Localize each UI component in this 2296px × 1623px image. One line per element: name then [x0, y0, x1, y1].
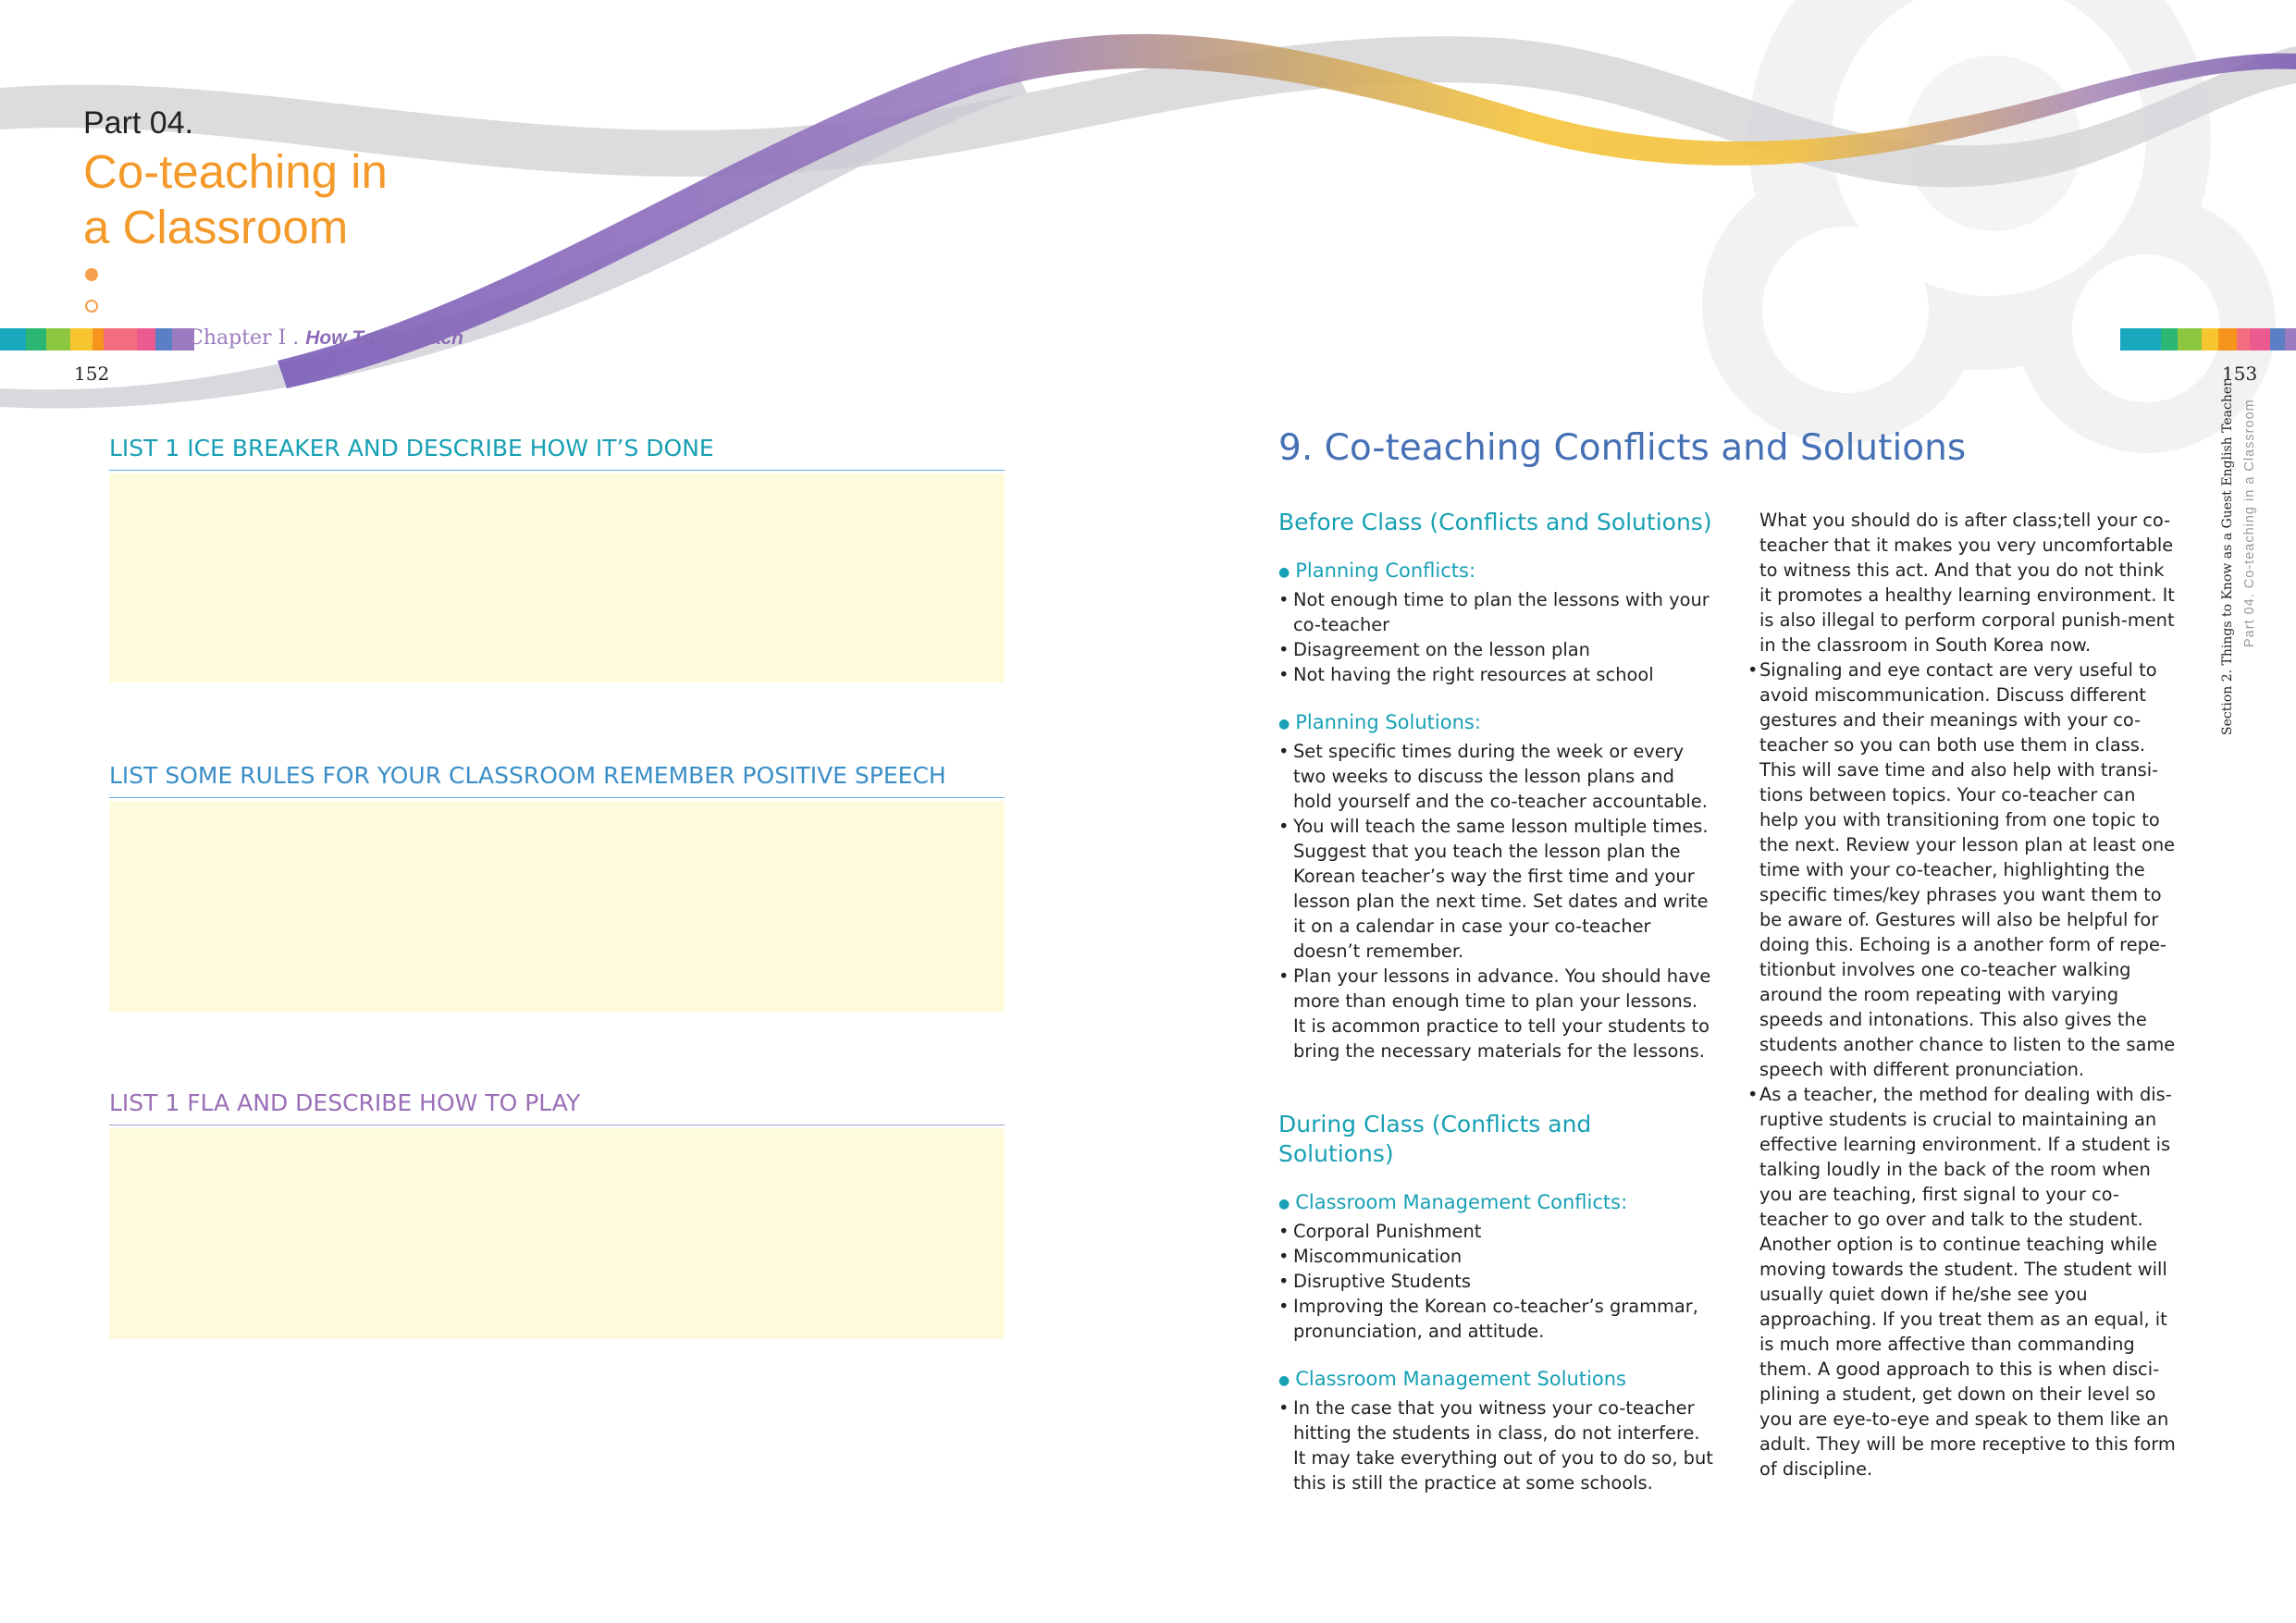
list-item: • Set specific times during the week or every two weeks to discuss the lesson plans and hold yourself and the co-teacher accountable.: [1278, 739, 1713, 814]
management-solutions-label: ● Classroom Management Solutions: [1278, 1366, 1713, 1396]
planning-conflicts-label: ● Planning Conflicts:: [1278, 558, 1713, 587]
list-item: • Disruptive Students: [1278, 1269, 1713, 1294]
left-color-bar: [0, 328, 194, 350]
before-class-heading: Before Class (Conflicts and Solutions): [1278, 509, 1712, 535]
continuation-paragraph: What you should do is after class;tell your co-teacher that it makes you very uncomfortable to witness this act. And that you do not think it promotes a healthy learning environment. It is also illegal to perform corporal punish-ment in the classroom in South Korea now.: [1759, 510, 2175, 656]
side-section-label: Section 2. Things to Know as a Guest English Teacher: [2220, 380, 2235, 735]
list-item: • Not enough time to plan the lessons with your co-teacher: [1278, 587, 1713, 637]
list-item: • You will teach the same lesson multiple times. Suggest that you teach the lesson plan the Korean teacher’s way the first time and your lesson plan the next time. Set dates and write it on a calendar in case your co-teacher doesn’t remember.: [1278, 814, 1713, 964]
list-item: • Improving the Korean co-teacher’s grammar, pronunciation, and attitude.: [1278, 1294, 1713, 1344]
worksheet-heading-1: LIST 1 ICE BREAKER AND DESCRIBE HOW IT’S DONE: [109, 435, 1005, 471]
chapter-prefix: Chapter I .: [188, 326, 300, 350]
list-item: • Corporal Punishment: [1278, 1219, 1713, 1244]
worksheet-answer-box-3[interactable]: [109, 1128, 1005, 1339]
chapter-label: [188, 326, 463, 350]
chapter-name: How To Co-teach: [305, 327, 463, 349]
part-title-line1: Co-teaching in: [83, 145, 388, 198]
list-item: • In the case that you witness your co-teacher hitting the students in class, do not interfere. It may take everything out of you to do so, but this is still the practice at some schools.: [1278, 1396, 1713, 1495]
column-right: [1759, 508, 2178, 1482]
bullet-circle-icon: [85, 300, 98, 313]
page-number-right: 153: [2222, 363, 2258, 385]
list-item: • Plan your lessons in advance. You should have more than enough time to plan your lessons. It is acommon practice to tell your students to bring the necessary materials for the lessons.: [1278, 964, 1713, 1064]
list-item: • Miscommunication: [1278, 1244, 1713, 1269]
planning-solutions-label: ● Planning Solutions:: [1278, 709, 1713, 739]
side-part-label: Part 04. Co-teaching in a Classroom: [2242, 399, 2257, 647]
list-item: • Disagreement on the lesson plan: [1278, 637, 1713, 662]
right-color-bar: [2120, 328, 2296, 350]
worksheet-heading-3: LIST 1 FLA AND DESCRIBE HOW TO PLAY: [109, 1089, 1005, 1125]
part-title-line2: a Classroom: [83, 201, 349, 253]
management-conflicts-label: ● Classroom Management Conflicts:: [1278, 1189, 1713, 1219]
worksheet-heading-2: LIST SOME RULES FOR YOUR CLASSROOM REMEMBER POSITIVE SPEECH: [109, 762, 1005, 798]
section-title: 9. Co-teaching Conflicts and Solutions: [1278, 427, 1967, 469]
worksheet-answer-box-2[interactable]: [109, 801, 1005, 1012]
bullet-dot-icon: [85, 268, 98, 281]
part-label: Part 04.: [83, 105, 194, 141]
list-item: • Signaling and eye contact are very useful to avoid miscommunication. Discuss different gestures and their meanings with your co-teacher so you can both use them in class. This will save time and also help with transi-tions between topics. Your co-teacher can help you with transitioning from one topic to the next. Review your lesson plan at least one time with your co-teacher, highlighting the specific times/key phrases you want them to be aware of. Gestures will also be helpful for doing this. Echoing is a another form of repe-titionbut involves one co-teacher walking around the room repeating with varying speeds and intonations. This also gives the students another chance to listen to the same speech with different pronunciation.: [1759, 658, 2178, 1082]
part-title: [83, 144, 564, 255]
page-number-left: 152: [74, 363, 110, 385]
during-class-heading: During Class (Conflicts and Solutions): [1278, 1111, 1592, 1167]
worksheet-answer-box-1[interactable]: [109, 473, 1005, 682]
list-item: • Not having the right resources at school: [1278, 662, 1713, 687]
column-left: [1278, 508, 1713, 1495]
list-item: • As a teacher, the method for dealing with dis-ruptive students is crucial to maintaining an effective learning environment. If a student is talking loudly in the back of the room when you are teaching, first signal to your co-teacher to go over and talk to the student. Another option is to continue teaching while moving towards the student. The student will usually quiet down if he/she see you approaching. If you treat them as an equal, it is much more affective than commanding them. A good approach to this is when disci-plining a student, get down on their level so you are eye-to-eye and speak to them like an adult. They will be more receptive to this form of discipline.: [1759, 1082, 2178, 1482]
